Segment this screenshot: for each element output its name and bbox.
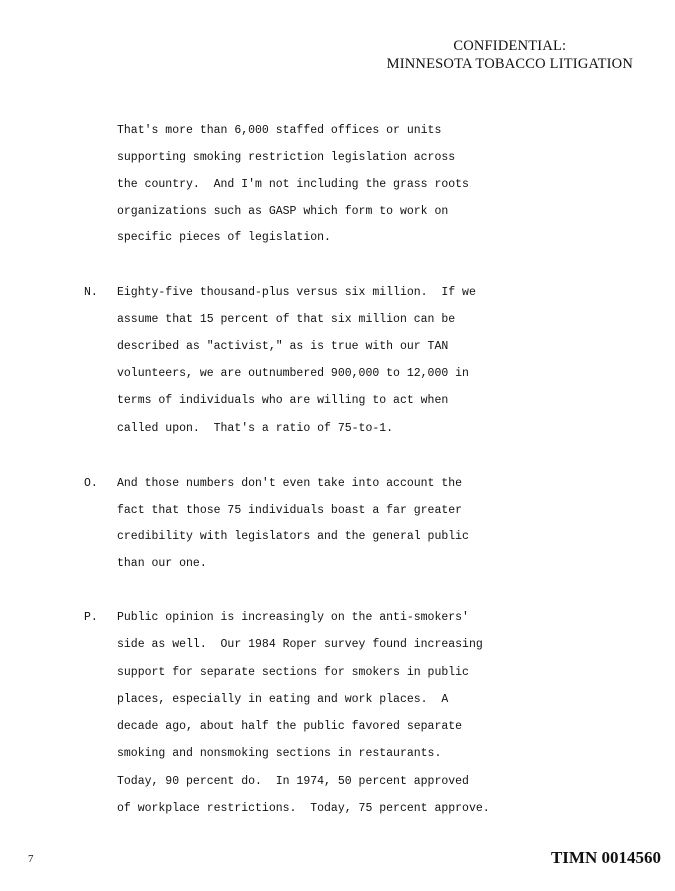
paragraph-line: of workplace restrictions. Today, 75 percent approve. [117,802,490,815]
paragraph-line: supporting smoking restriction legislation across [117,151,456,164]
paragraph-line: That's more than 6,000 staffed offices or units [117,124,442,137]
paragraph-line: assume that 15 percent of that six million can be [117,313,456,326]
bates-number: TIMN 0014560 [550,848,661,867]
paragraph-line: called upon. That's a ratio of 75-to-1. [117,422,394,435]
paragraph-line: smoking and nonsmoking sections in restaurants. [117,747,442,760]
paragraph-line: Today, 90 percent do. In 1974, 50 percent approved [117,775,469,788]
paragraph-marker-o: O. [84,477,98,490]
paragraph-line: volunteers, we are outnumbered 900,000 to 12,000 in [117,367,469,380]
paragraph-marker-n: N. [84,286,98,299]
paragraph-line: And those numbers don't even take into account the [117,477,463,490]
paragraph-line: fact that those 75 individuals boast a far greater [117,504,463,517]
paragraph-line: described as "activist," as is true with our TAN [117,340,449,353]
paragraph-line: than our one. [117,557,207,570]
paragraph-line: specific pieces of legislation. [117,231,331,244]
paragraph-line: Eighty-five thousand-plus versus six million. If we [117,286,476,299]
paragraph-line: Public opinion is increasingly on the anti-smokers' [117,611,469,624]
header-line-litigation: MINNESOTA TOBACCO LITIGATION [386,56,633,72]
paragraph-line: organizations such as GASP which form to work on [117,205,449,218]
paragraph-line: credibility with legislators and the general public [117,530,469,543]
confidential-header [387,37,633,73]
header-line-confidential: CONFIDENTIAL: [453,38,567,54]
page-number: 7 [28,853,34,865]
paragraph-line: the country. And I'm not including the grass roots [117,178,469,191]
paragraph-line: decade ago, about half the public favored separate [117,720,463,733]
paragraph-line: places, especially in eating and work places. A [117,693,449,706]
paragraph-line: support for separate sections for smokers in public [117,666,469,679]
paragraph-line: side as well. Our 1984 Roper survey found increasing [117,638,483,651]
paragraph-marker-p: P. [84,611,98,624]
paragraph-line: terms of individuals who are willing to act when [117,394,449,407]
